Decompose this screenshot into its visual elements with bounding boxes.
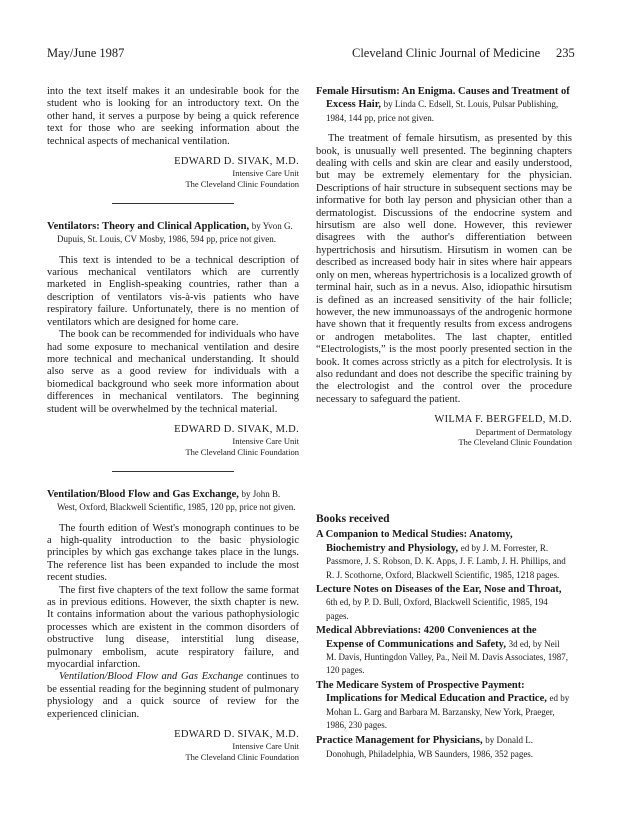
reviewer-department: Intensive Care Unit (232, 741, 299, 752)
page-number: 235 (556, 46, 575, 60)
reviewer-signature (47, 156, 299, 189)
book-title: Lecture Notes on Diseases of the Ear, Nose and Throat, (316, 584, 562, 595)
list-item (316, 529, 572, 582)
reviewer-name: WILMA F. BERGFELD, M.D. (434, 414, 572, 426)
list-item (316, 680, 572, 733)
review-heading (47, 220, 299, 247)
section-divider (112, 203, 234, 204)
spacer (316, 125, 572, 133)
review-paragraph: The fourth edition of West's monograph continues to be a high-quality introduction to the basic physiologic principles by which gas exchange takes place in the lungs. The reference list has been expanded to include the most recent studies. (47, 522, 299, 584)
reviewer-signature (316, 414, 572, 447)
spacer (47, 247, 299, 255)
review-paragraph: The treatment of female hirsutism, as presented by this book, is unusually well presented. The beginning chapters dealing with cells and skin are clear and easily understood, but may be extremely elementary for the physician. Descriptions of hair structure in subsequent sections may be informative for both lay person and physician other than a dermatologist. Discussions of the endocrine system and hirsutism are also well done. However, this reviewer disagrees with the author's differentiation between hypertrichosis and hirsutism. Hirsutism in women can be described as increased body hair in sites where hair appears only on men, whereas hypertrichosis is a localized growth of terminal hair, such as in a nevus. Also, idiopathic hirsutism is defined as an increased sensitivity of the hair follicle; however, the new immunoassays of the androgenic hormone have shown that it frequently results from excess androgens or androgen metabolites. The last chapter, entitled “Electrologists,” is the most poorly presented section in the book. It comes across strictly as a pitch for electrolysis. It is also redundant and does not describe the specific training by the electrologist and the control over the procedure necessary to safeguard the patient. (316, 133, 572, 405)
review-heading (47, 488, 299, 515)
books-received-heading: Books received (316, 512, 390, 525)
review-paragraph (47, 671, 299, 721)
spacer (47, 515, 299, 523)
book-details: 3d ed, by Neil M. Davis, Huntingdon Valley, Pa., Neil M. Davis Associates, 1987, 120 pages. (326, 638, 568, 676)
book-title: Ventilation/Blood Flow and Gas Exchange, (47, 488, 239, 500)
book-details: 6th ed, by P. D. Bull, Oxford, Blackwell Scientific, 1985, 194 pages. (326, 597, 548, 621)
list-item (316, 584, 572, 623)
book-title: A Companion to Medical Studies: Anatomy, Biochemistry and Physiology, (316, 529, 513, 554)
reviewer-department: Department of Dermatology (475, 426, 572, 437)
list-item (316, 734, 572, 761)
reviewer-name: EDWARD D. SIVAK, M.D. (174, 423, 299, 435)
reviewer-department: Intensive Care Unit (232, 168, 299, 179)
book-details: ed by J. M. Forrester, R. Passmore, J. S. Robson, D. K. Apps, J. F. Lamb, J. H. Phillips, and R. J. Scothorne, Oxford, Blackwell Scientific, 1985, 1218 pages. (326, 542, 566, 580)
book-details: by Donald L. Donohugh, Philadelphia, WB Saunders, 1986, 352 pages. (326, 735, 534, 759)
book-title: The Medicare System of Prospective Payment: Implications for Medical Education and Practice, (316, 679, 547, 705)
review-paragraph: The first five chapters of the text follow the same format as in previous editions. However, the sixth chapter is new. It contains information about the various pathophysiologic processes which are existent in the common disorders of obstructive lung disease, interstitial lung disease, pulmonary embolism, acute respiratory failure, and myocardial infarction. (47, 584, 299, 671)
review-paragraph: This text is intended to be a technical description of various mechanical ventilators which are currently marketed in English-speaking countries, rather than a description of ventilators vis-à-vis patients who have respiratory failure. Unfortunately, there is no mention of ventilators which are designed for home care. (47, 254, 299, 328)
review-heading (316, 86, 572, 125)
reviewer-organization: The Cleveland Clinic Foundation (185, 446, 299, 457)
book-citation: by John B. West, Oxford, Blackwell Scientific, 1985, 120 pp, price not given. (57, 488, 296, 513)
list-item (316, 625, 572, 678)
book-title: Ventilators: Theory and Clinical Application, (47, 220, 250, 232)
books-received-list (316, 529, 572, 761)
left-column (47, 86, 299, 762)
reviewer-name: EDWARD D. SIVAK, M.D. (174, 156, 299, 168)
reviewer-signature (47, 424, 299, 457)
section-divider (112, 471, 234, 472)
reviewer-department: Intensive Care Unit (232, 436, 299, 447)
running-header-journal: Cleveland Clinic Journal of Medicine (352, 46, 541, 60)
running-header-date: May/June 1987 (47, 46, 125, 60)
spacer (316, 447, 572, 513)
reviewer-organization: The Cleveland Clinic Foundation (185, 178, 299, 189)
book-citation: by Linda C. Edsell, St. Louis, Pulsar Publishing, 1984, 144 pp, price not given. (326, 99, 559, 123)
right-column (316, 86, 572, 763)
review-paragraph: The book can be recommended for individuals who have had some exposure to mechanical ventilation and desire more technical and mechanical understanding. It should also serve as a good review for individuals with a biomedical background who seek more information about differences in mechanical ventilators. The beginning student will be overwhelmed by the technical material. (47, 329, 299, 415)
book-details: ed by Mohan L. Garg and Barbara M. Barzansky, New York, Praeger, 1986, 230 pages. (326, 693, 570, 731)
book-title: Practice Management for Physicians, (316, 735, 483, 747)
reviewer-signature (47, 729, 299, 762)
continued-paragraph: into the text itself makes it an undesirable book for the student who is looking for an introductory text. On the other hand, it serves a purpose by being a quick reference text for those who are seeking information about the technical aspects of mechanical ventilation. (47, 86, 299, 147)
reviewer-organization: The Cleveland Clinic Foundation (458, 436, 572, 447)
paragraph-text: continues to be essential reading for the beginning student of pulmonary physiology and a quick source of review for the experienced clinician. (47, 671, 299, 720)
italic-title: Ventilation/Blood Flow and Gas Exchange (59, 671, 244, 683)
book-citation: by Yvon G. Dupuis, St. Louis, CV Mosby, 1986, 594 pp, price not given. (57, 220, 293, 245)
reviewer-name: EDWARD D. SIVAK, M.D. (174, 729, 299, 741)
reviewer-organization: The Cleveland Clinic Foundation (185, 751, 299, 762)
book-title: Medical Abbreviations: 4200 Conveniences at the Expense of Communications and Safety, (316, 625, 537, 650)
book-title: Female Hirsutism: An Enigma. Causes and Treatment of Excess Hair, (316, 86, 570, 111)
